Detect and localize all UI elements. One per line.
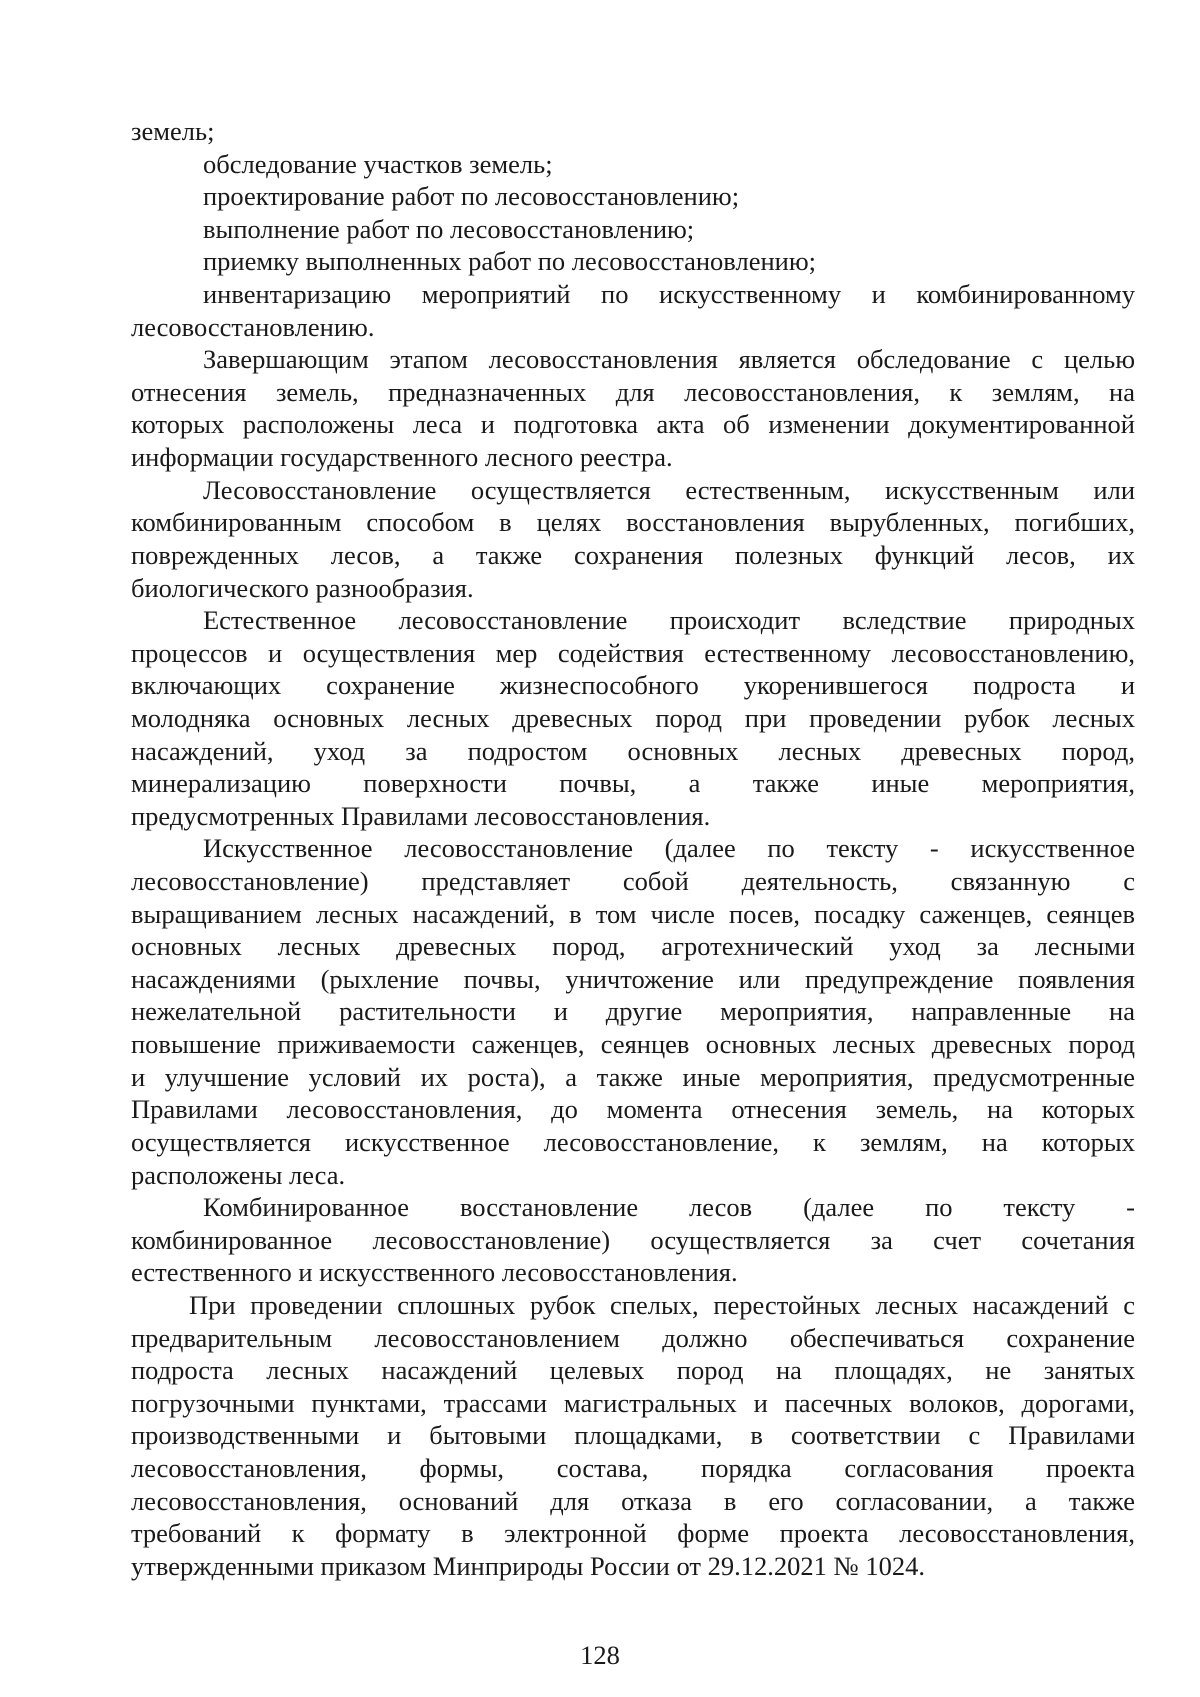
text-line: нежелательной растительности и другие мероприятия, направленные на: [131, 996, 1135, 1027]
text-line: молодняка основных лесных древесных пород при проведении рубок лесных: [131, 702, 1135, 733]
text-line: минерализацию поверхности почвы, а также иные мероприятия,: [131, 768, 1135, 799]
text-line: Правилами лесовосстановления, до момента отнесения земель, на которых: [131, 1094, 1135, 1125]
text-line: выращиванием лесных насаждений, в том числе посев, посадку саженцев, сеянцев: [131, 898, 1135, 929]
text-line: насаждениями (рыхление почвы, уничтожение или предупреждение появления: [131, 963, 1135, 994]
body-text: [131, 115, 1135, 1582]
text-line: поврежденных лесов, а также сохранения полезных функций лесов, их: [131, 539, 1135, 570]
text-line: осуществляется искусственное лесовосстановление, к землям, на которых: [131, 1126, 1135, 1157]
paragraph-methods: [131, 474, 1135, 604]
text-line: утвержденными приказом Минприроды России от 29.12.2021 № 1024.: [131, 1550, 926, 1581]
list-item: проектирование работ по лесовосстановлению;: [203, 181, 740, 212]
text-line: Лесовосстановление осуществляется естественным, искусственным или: [203, 474, 1135, 505]
text-line: Естественное лесовосстановление происходит вследствие природных: [203, 605, 1135, 636]
paragraph-artificial-reforestation: [131, 832, 1135, 1191]
text-line: предусмотренных Правилами лесовосстановления.: [131, 800, 711, 831]
paragraph-natural-reforestation: [131, 604, 1135, 832]
text-line: включающих сохранение жизнеспособного укоренившегося подроста и: [131, 670, 1135, 701]
text-line: предварительным лесовосстановлением должно обеспечиваться сохранение: [131, 1322, 1135, 1353]
text-line: Комбинированное восстановление лесов (далее по тексту -: [203, 1192, 1135, 1223]
text-line: производственными и бытовыми площадками, в соответствии с Правилами: [131, 1420, 1135, 1451]
text-line: При проведении сплошных рубок спелых, перестойных лесных насаждений с: [189, 1289, 1135, 1320]
paragraph-final-stage: [131, 343, 1135, 473]
text-line: процессов и осуществления мер содействия естественному лесовосстановлению,: [131, 637, 1135, 668]
list-item: инвентаризацию мероприятий по искусственному и комбинированному: [203, 279, 1135, 310]
paragraph-combined-reforestation: [131, 1191, 1135, 1289]
work-list: [131, 148, 1135, 344]
text-line: отнесения земель, предназначенных для лесовосстановления, к землям, на: [131, 376, 1135, 407]
text-line: комбинированным способом в целях восстановления вырубленных, погибших,: [131, 507, 1135, 538]
text-line: Искусственное лесовосстановление (далее по тексту - искусственное: [203, 833, 1135, 864]
text-line: требований к формату в электронной форме проекта лесовосстановления,: [131, 1518, 1135, 1549]
list-item: приемку выполненных работ по лесовосстановлению;: [203, 246, 816, 277]
text-line: земель;: [131, 116, 215, 146]
text-line: Завершающим этапом лесовосстановления является обследование с целью: [203, 344, 1135, 375]
text-line: погрузочными пунктами, трассами магистральных и пасечных волоков, дорогами,: [131, 1387, 1135, 1418]
text-line: основных лесных древесных пород, агротехнический уход за лесными: [131, 931, 1135, 962]
text-line: биологического разнообразия.: [131, 572, 474, 603]
text-line: естественного и искусственного лесовосстановления.: [131, 1257, 738, 1288]
text-line: и улучшение условий их роста), а также иные мероприятия, предусмотренные: [131, 1061, 1135, 1092]
text-line: насаждений, уход за подростом основных лесных древесных пород,: [131, 735, 1135, 766]
page-number: 128: [580, 1640, 620, 1670]
text-line: подроста лесных насаждений целевых пород на площадях, не занятых: [131, 1355, 1135, 1386]
text-line: информации государственного лесного реестра.: [131, 442, 673, 473]
list-item: выполнение работ по лесовосстановлению;: [203, 213, 695, 244]
list-item: обследование участков земель;: [203, 148, 553, 179]
text-line: лесовосстановления, оснований для отказа в его согласовании, а также: [131, 1485, 1135, 1516]
list-item-continuation: лесовосстановлению.: [131, 311, 375, 342]
text-line: расположены леса.: [131, 1159, 346, 1190]
paragraph-clear-cutting: [131, 1289, 1135, 1582]
text-line: лесовосстановления, формы, состава, порядка согласования проекта: [131, 1452, 1135, 1483]
text-line: повышение приживаемости саженцев, сеянцев основных лесных древесных пород: [131, 1029, 1135, 1060]
text-line: которых расположены леса и подготовка акта об изменении документированной: [131, 409, 1135, 440]
text-line: комбинированное лесовосстановление) осуществляется за счет сочетания: [131, 1224, 1135, 1255]
text-line: лесовосстановление) представляет собой деятельность, связанную с: [131, 866, 1135, 897]
